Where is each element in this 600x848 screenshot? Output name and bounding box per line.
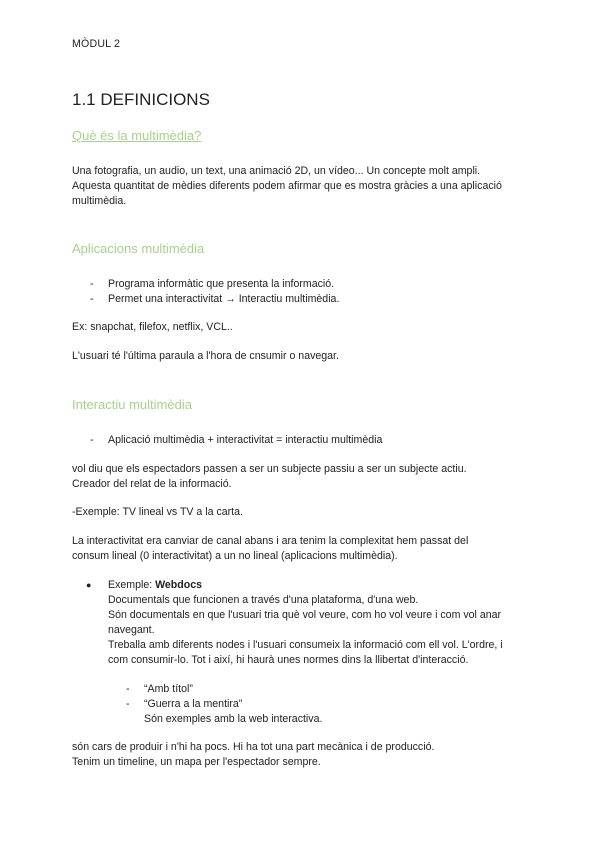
dash-marker: - xyxy=(126,698,130,710)
heading-aplicacions: Aplicacions multimèdia xyxy=(72,241,205,256)
text-line: Documentals que funcionen a través d'una plataforma, d'una web. xyxy=(108,594,419,606)
sub-item-text: “Guerra a la mentira” xyxy=(144,698,243,710)
list-item-text: Permet una interactivitat → Interactiu multimèdia. xyxy=(108,293,340,305)
bullet-bold: Webdocs xyxy=(155,579,203,591)
text-line: consum lineal (0 interactivitat) a un no lineal (aplicacions multimèdia). xyxy=(72,550,398,562)
text-line: Treballa amb diferents nodes i l'usuari consumeix la informació com ell vol. L'ordre, i xyxy=(108,639,503,651)
usuari-line: L'usuari té l'última paraula a l'hora de cnsumir o navegar. xyxy=(72,350,339,362)
list-item xyxy=(90,277,334,292)
text-line: navegant. xyxy=(108,624,155,636)
bullet-dot-icon: ● xyxy=(86,580,92,590)
heading-que-es: Què és la multimèdia? xyxy=(72,128,202,143)
text-line: Són documentals en que l'usuari tria què vol veure, com ho vol veure i com vol anar xyxy=(108,609,502,621)
text-line: com consumir-lo. Tot i així, hi haurà unes normes dins la llibertat d'interacció. xyxy=(108,654,469,666)
text-line: són cars de produir i n'hi ha pocs. Hi ha tot una part mecànica i de producció. xyxy=(72,741,435,753)
text-line: Una fotografia, un audio, un text, una animació 2D, un vídeo... Un concepte molt ampli. xyxy=(72,165,481,177)
list-item xyxy=(90,292,339,307)
bullet-title xyxy=(108,578,542,593)
text-line: Creador del relat de la informació. xyxy=(72,478,232,490)
bullet-item-webdocs xyxy=(86,578,542,668)
text-line: La interactivitat era canviar de canal abans i ara tenim la complexitat hem passat del xyxy=(72,535,469,547)
sub-list-item xyxy=(126,682,193,697)
paragraph-interactiu-2 xyxy=(72,534,542,564)
paragraph-que-es xyxy=(72,164,542,209)
text-line: Aquesta quantitat de mèdies diferents podem afirmar que es mostra gràcies a una aplicació xyxy=(72,180,502,192)
exemple-tv-line: -Exemple: TV lineal vs TV a la carta. xyxy=(72,506,243,518)
sub-list-note xyxy=(126,712,322,727)
sub-note-text: Són exemples amb la web interactiva. xyxy=(144,713,323,725)
dash-marker: - xyxy=(90,278,94,290)
dash-marker: - xyxy=(90,293,94,305)
page-title: 1.1 DEFINICIONS xyxy=(72,90,210,109)
sub-list-item xyxy=(126,697,242,712)
sub-item-text: “Amb títol” xyxy=(144,683,193,695)
examples-line: Ex: snapchat, filefox, netflix, VCL.. xyxy=(72,321,233,333)
text-line: vol diu que els espectadors passen a ser un subjecte passiu a ser un subjecte actiu. xyxy=(72,463,467,475)
list-item-text: Programa informàtic que presenta la informació. xyxy=(108,278,335,290)
bullet-label: Exemple: xyxy=(108,579,156,591)
text-line: multimèdia. xyxy=(72,195,127,207)
list-item-text: Aplicació multimèdia + interactivitat = interactiu multimèdia xyxy=(108,434,383,446)
dash-marker: - xyxy=(90,434,94,446)
page-header: MÒDUL 2 xyxy=(72,38,121,50)
text-line: Tenim un timeline, un mapa per l'espectador sempre. xyxy=(72,756,321,768)
paragraph-interactiu-1 xyxy=(72,462,542,492)
list-item xyxy=(90,433,382,448)
heading-interactiu: Interactiu multimèdia xyxy=(72,397,192,412)
paragraph-final xyxy=(72,740,542,770)
dash-marker: - xyxy=(126,683,130,695)
